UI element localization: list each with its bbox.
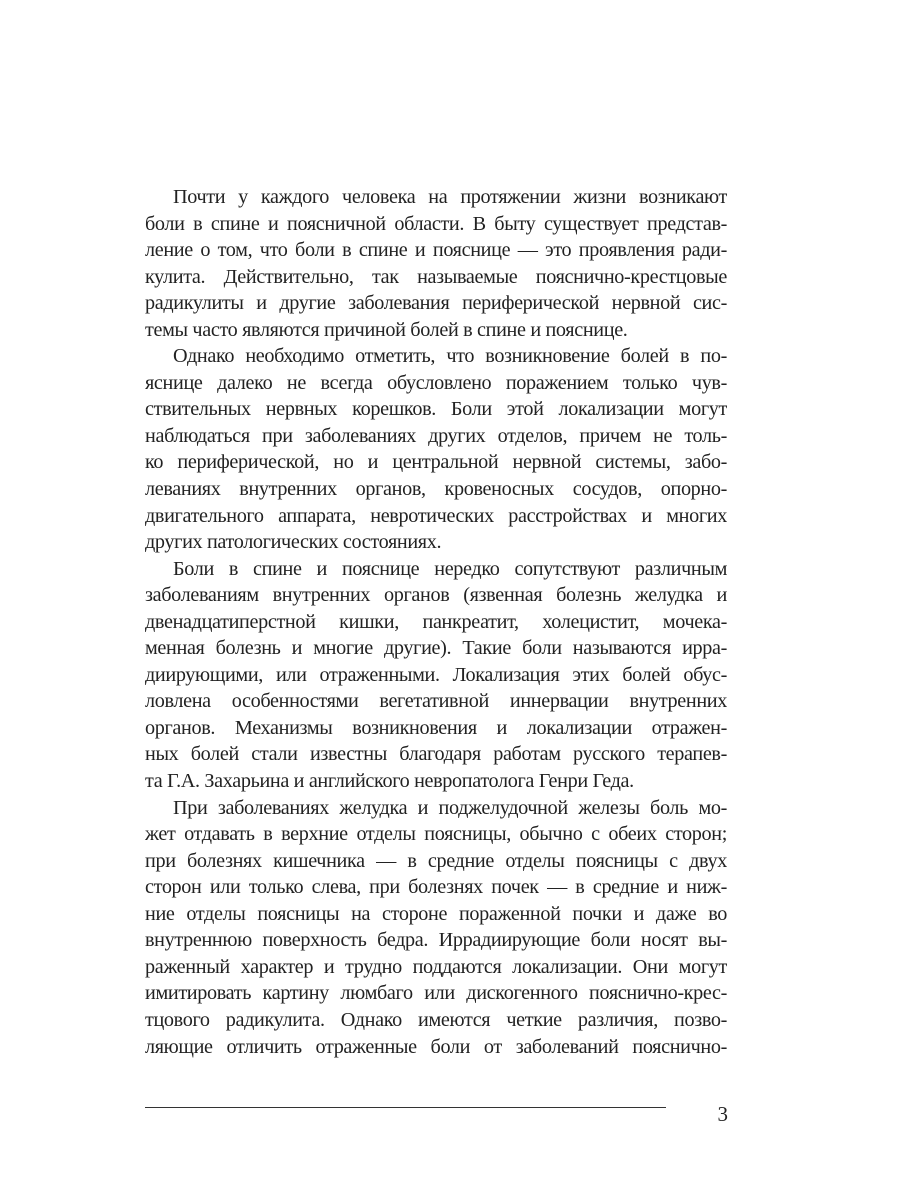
text-line: ляющие отличить отраженные боли от заболеваний пояснично- xyxy=(145,1035,727,1058)
text-line: радикулиты и другие заболевания периферической нервной сис- xyxy=(145,292,727,315)
text-line: двенадцатиперстной кишки, панкреатит, холецистит, мочека- xyxy=(145,610,727,633)
text-line: та Г.А. Захарьина и английского невропатолога Генри Геда. xyxy=(145,770,634,793)
text-line: ко периферической, но и центральной нервной системы, забо- xyxy=(145,451,727,474)
text-line: леваниях внутренних органов, кровеносных сосудов, опорно- xyxy=(145,478,727,501)
paragraph-1 xyxy=(145,184,727,343)
text-line: наблюдаться при заболеваниях других отделов, причем не толь- xyxy=(145,424,727,447)
text-line: Почти у каждого человека на протяжении жизни возникают xyxy=(173,186,727,208)
text-line: менная болезнь и многие другие). Такие боли называются ирра- xyxy=(145,637,727,660)
text-line: тцового радикулита. Однако имеются четкие различия, позво- xyxy=(145,1008,727,1031)
text-line: ных болей стали известны благодаря работам русского терапев- xyxy=(145,743,727,766)
text-line: органов. Механизмы возникновения и локализации отражен- xyxy=(145,716,727,739)
text-line: ловлена особенностями вегетативной иннервации внутренних xyxy=(145,690,727,713)
text-line: боли в спине и поясничной области. В быту существует представ- xyxy=(145,212,727,235)
paragraph-3 xyxy=(145,556,727,795)
text-line: ние отделы поясницы на стороне пораженной почки и даже во xyxy=(145,902,727,925)
text-line: сторон или только слева, при болезнях почек — в средние и ниж- xyxy=(145,876,727,899)
text-line: других патологических состояниях. xyxy=(145,531,442,554)
text-line: жет отдавать в верхние отделы поясницы, обычно с обеих сторон; xyxy=(145,823,727,846)
paragraph-4 xyxy=(145,795,727,1060)
text-line: Боли в спине и пояснице нередко сопутствуют различным xyxy=(173,557,727,580)
footer-rule xyxy=(145,1107,666,1108)
page-number: 3 xyxy=(717,1102,728,1126)
body-text xyxy=(145,184,727,1060)
text-line: яснице далеко не всегда обусловлено поражением только чув- xyxy=(145,371,727,394)
text-line: кулита. Действительно, так называемые пояснично-крестцовые xyxy=(145,265,727,288)
text-line: заболеваниям внутренних органов (язвенная болезнь желудка и xyxy=(145,584,727,607)
text-line: диирующими, или отраженными. Локализация этих болей обус- xyxy=(145,663,727,686)
text-line: ление о том, что боли в спине и пояснице — это проявления ради- xyxy=(145,239,727,262)
text-line: имитировать картину люмбаго или дискогенного пояснично-крес- xyxy=(145,982,727,1005)
text-line: внутреннюю поверхность бедра. Иррадиирующие боли носят вы- xyxy=(145,929,727,952)
text-line: Однако необходимо отметить, что возникновение болей в по- xyxy=(173,345,727,368)
text-line: двигательного аппарата, невротических расстройствах и многих xyxy=(145,504,727,527)
text-line: темы часто являются причиной болей в спине и пояснице. xyxy=(145,318,628,341)
text-line: раженный характер и трудно поддаются локализации. Они могут xyxy=(145,955,727,978)
text-line: ствительных нервных корешков. Боли этой локализации могут xyxy=(145,398,727,421)
text-line: При заболеваниях желудка и поджелудочной железы боль мо- xyxy=(173,796,727,819)
paragraph-2 xyxy=(145,343,727,555)
text-line: при болезнях кишечника — в средние отделы поясницы с двух xyxy=(145,849,727,872)
